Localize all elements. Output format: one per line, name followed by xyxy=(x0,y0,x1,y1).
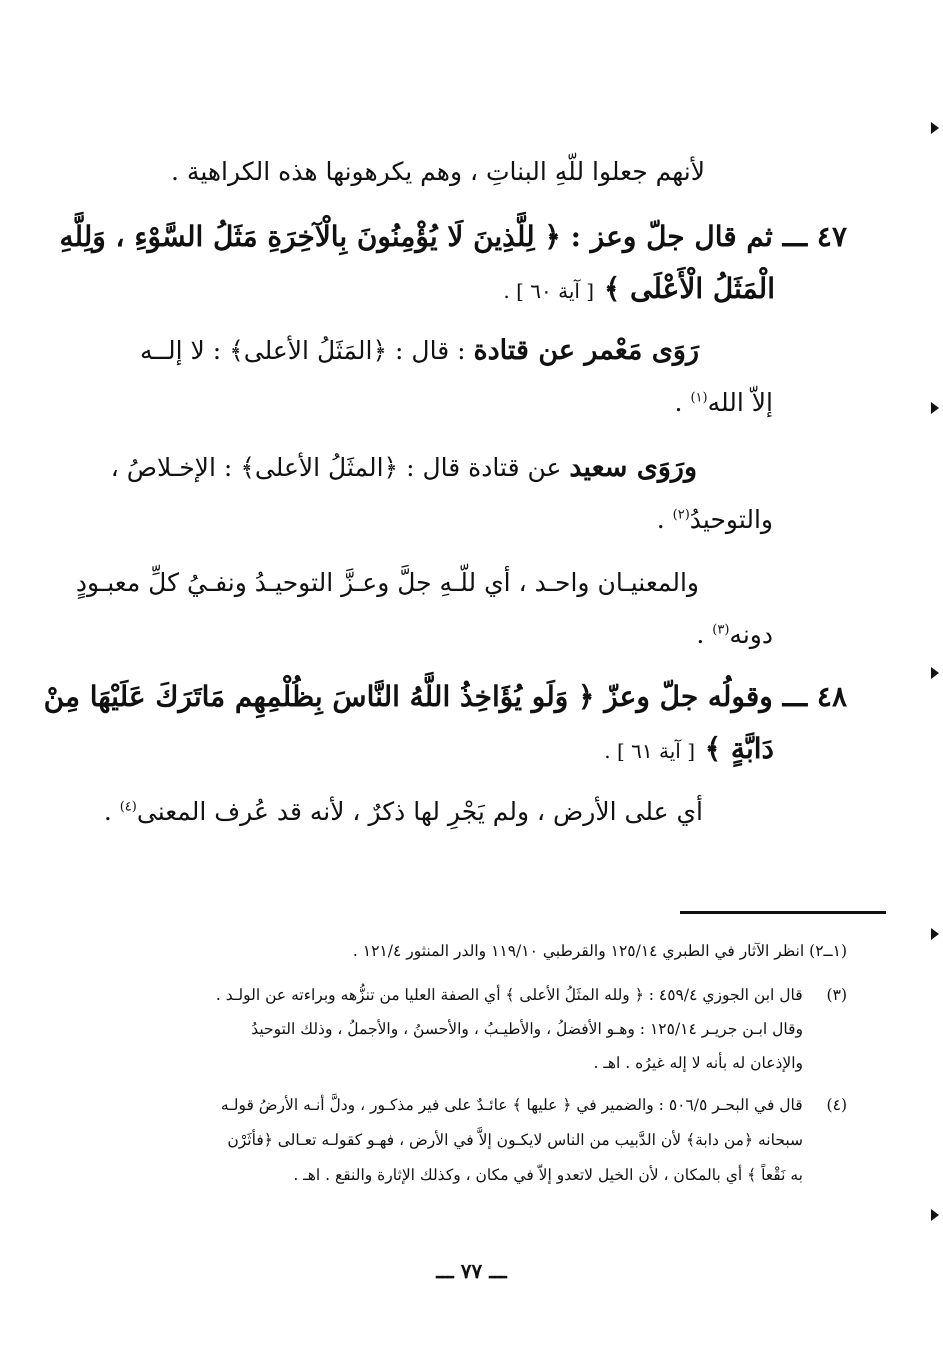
paragraph-text: : قال : ﴿المَثَلُ الأعلى﴾ : لا إلــه xyxy=(139,336,466,365)
footnote-ref: (١) xyxy=(690,390,708,406)
paragraph-3-line-2 xyxy=(696,620,773,649)
quran-verse: ﴿ وَلَو يُؤَاخِذُ اللَّهُ النَّاسَ بِظُلْمِهِم مَاتَرَكَ عَلَيْهَا مِنْ xyxy=(43,680,595,713)
paragraph-text: والتوحيدُ xyxy=(689,505,773,534)
paragraph-text: عن قتادة قال : ﴿المثَلُ الأعلى﴾ : الإخـلاصُ ، xyxy=(110,453,562,482)
footnote-3-line-1 xyxy=(216,988,847,1004)
paragraph-text: والمعنيـان واحـد ، أي للّـهِ جلَّ وعـزَّ التوحيـدُ ونفـيُ كلِّ معبـودٍ xyxy=(75,568,699,597)
paragraph-text: إلاّ الله xyxy=(707,388,773,417)
footnote-4-line-1 xyxy=(221,1098,847,1114)
footnote-4-line-2 xyxy=(227,1133,803,1149)
footnote-ref: (٣) xyxy=(712,622,730,638)
punctuation: . xyxy=(674,388,691,417)
scan-edge-mark xyxy=(931,928,939,940)
footnote-text: سبحانه ﴿من دابة﴾ لأن الدَّبيب من الناس لايكـون إلاَّ في الأرض ، فهـو كقولـه تعـالى ﴿فأثَرْن xyxy=(227,1131,803,1149)
footnote-ref: (٤) xyxy=(119,799,137,815)
item-number: ٤٧ ـــ xyxy=(782,220,847,253)
paragraph-1-line-2 xyxy=(675,388,773,417)
scan-edge-mark xyxy=(931,667,939,679)
footnote-text: به نَقْعاً ﴾ أي بالمكان ، لأن الخيل لاتعدو إلاّ في مكان ، وكذلك الإثارة والنقع . اهـ . xyxy=(293,1166,803,1184)
scan-edge-mark xyxy=(931,402,939,414)
footnote-1-2 xyxy=(353,944,847,960)
footnote-text: انظر الآثار في الطبري ١٢٥/١٤ والقرطبي ١١٩/١٠ والدر المنثور ١٢١/٤ . xyxy=(352,942,805,960)
paragraph-3-line-1 xyxy=(76,568,699,597)
footnote-marker: (٤) xyxy=(826,1096,847,1114)
page-number: ـــ ٧٧ ـــ xyxy=(436,1259,507,1283)
scan-edge-mark xyxy=(931,1209,939,1221)
footnote-text: قال في البحـر ٥٠٦/٥ : والضمير في ﴿ عليها ﴾ عائـدٌ على فير مذكـور ، ودلَّ أنـه الأرضُ قولـه xyxy=(220,1096,803,1114)
footnote-ref: (٢) xyxy=(672,507,690,523)
item-47-line-1 xyxy=(59,220,847,253)
item-48-line-1 xyxy=(44,680,847,713)
punctuation: . xyxy=(656,505,673,534)
footnote-3-line-3 xyxy=(593,1056,803,1072)
quran-verse: الْمَثَلُ الْأَعْلَى ﴾ xyxy=(603,272,775,305)
scan-edge-mark xyxy=(931,122,939,134)
punctuation: . xyxy=(696,620,713,649)
paragraph-4-line-1 xyxy=(104,797,703,826)
paragraph-text: أي على الأرض ، ولم يَجْرِ لها ذكرٌ ، لأنه قد عُرف المعنى xyxy=(136,797,703,826)
quran-verse: ﴿ لِلَّذِينَ لَا يُؤْمِنُونَ بِالْآخِرَةِ مَثَلُ السَّوْءِ ، وَلِلَّهِ xyxy=(59,220,561,253)
punctuation: . xyxy=(103,797,120,826)
paragraph-2-line-1 xyxy=(111,452,697,483)
paragraph-2-line-2 xyxy=(657,505,773,534)
paragraph-text: دونه xyxy=(729,620,773,649)
footnote-text: وقال ابـن جريـر ١٢٥/١٤ : وهـو الأفضلُ ، والأطيـبُ ، والأحسنُ ، والأجملُ ، وذلك التوحيدُ xyxy=(251,1020,803,1038)
item-number: ٤٨ ـــ xyxy=(782,680,847,713)
item-47-line-2 xyxy=(503,272,775,305)
item-intro: ثم قال جلّ وعز : xyxy=(570,220,773,253)
item-intro: وقولُه جلّ وعزّ xyxy=(604,680,773,713)
footnote-4-line-3 xyxy=(293,1168,803,1184)
footnote-text: قال ابن الجوزي ٤٥٩/٤ : ﴿ ولله المثَلُ الأعلى ﴾ أي الصفة العليا من تنزُّهه وبراءته عن الولـد . xyxy=(215,986,803,1004)
text-line xyxy=(171,157,705,186)
item-48-line-2 xyxy=(604,732,774,765)
verse-reference: [ آية ٦٠ ] . xyxy=(503,279,595,303)
narrator: ورَوَى سعيد xyxy=(569,452,697,483)
paragraph-text: لأنهم جعلوا للّهِ البناتِ ، وهم يكرهونها هذه الكراهية . xyxy=(171,157,705,186)
quran-verse: دَابَّةٍ ﴾ xyxy=(704,732,774,765)
footnote-marker: (٣) xyxy=(826,986,847,1004)
paragraph-1-line-1 xyxy=(140,335,699,366)
footnote-marker: (١ــ٢) xyxy=(809,942,847,960)
footnote-text: والإذعان له بأنه لا إله غيرُه . اهـ . xyxy=(593,1054,803,1072)
narrator: رَوَى مَعْمر عن قتادة xyxy=(473,335,699,366)
verse-reference: [ آية ٦١ ] . xyxy=(604,739,696,763)
footnote-separator xyxy=(680,911,886,914)
footnote-3-line-2 xyxy=(251,1022,803,1038)
